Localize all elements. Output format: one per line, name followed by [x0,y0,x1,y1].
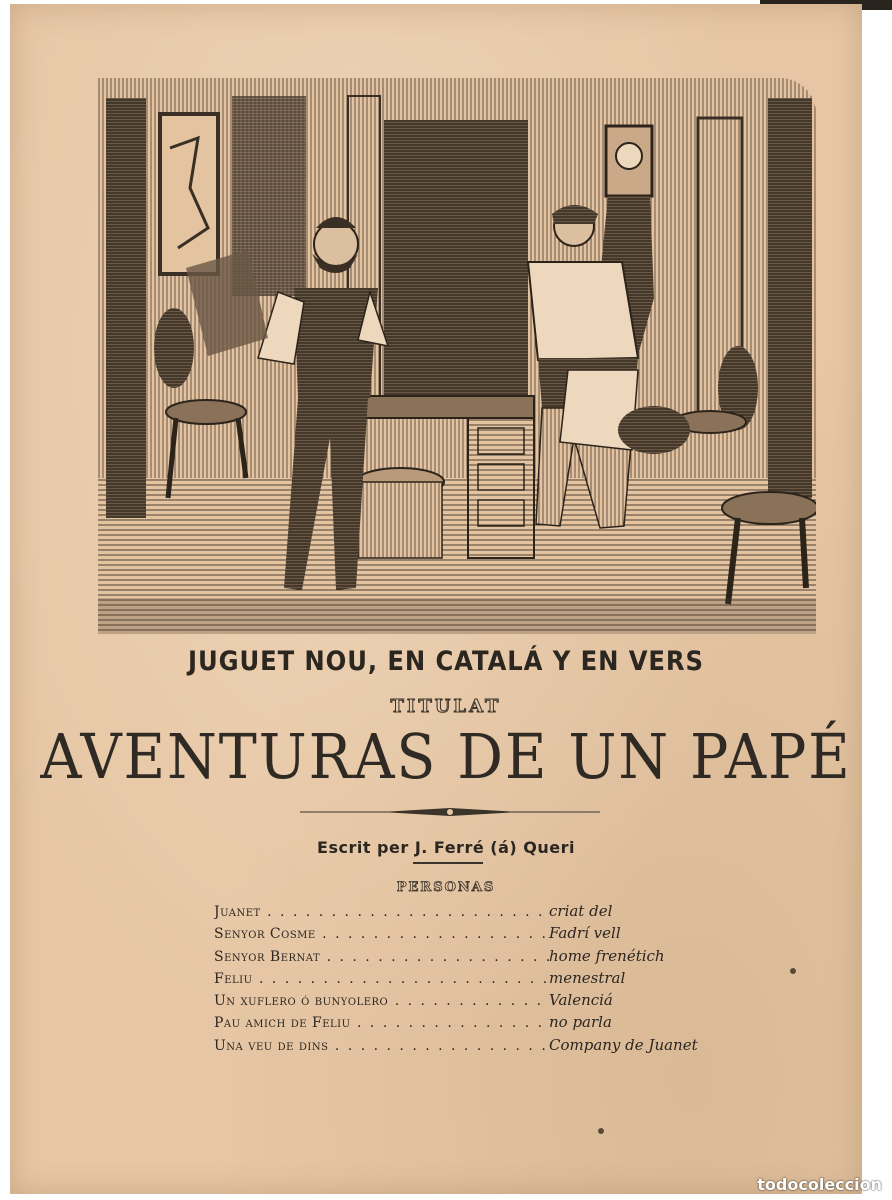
cast-name: Feliu . . . [214,971,549,987]
cast-name: Juanet . . . [214,904,549,920]
cast-name: Una veu de dins . . . [214,1038,549,1054]
divider-rule [413,862,483,864]
cast-row [214,1013,734,1035]
ink-spot [790,968,796,974]
cast-row [214,947,734,969]
watermark: todocoleccion [757,1175,882,1194]
ink-spot [598,1128,604,1134]
cast-role: criat del [549,902,613,920]
personas-heading: PERSONAS [396,880,496,895]
engraving-illustration [98,78,816,634]
cast-name: Un xuflero ó bunyolero . . . [214,993,549,1009]
cast-name: Senyor Cosme . . . [214,926,549,942]
cast-list [214,902,734,1058]
ornament-divider [300,804,600,820]
cast-role: menestral [549,968,626,987]
cast-row [214,902,734,924]
cast-role: no parla [549,1013,612,1032]
play-title: AVENTURAS DE UN PAPÉ [40,720,852,793]
cast-role: Fadrí vell [549,924,621,943]
cast-name: Senyor Bernat . . . [214,949,549,965]
author-line: Escrit per J. Ferré (á) Queri [317,838,575,857]
cast-name: Pau amich de Feliu . . . [214,1015,549,1031]
cast-role: Company de Juanet [549,1035,698,1054]
cast-row [214,991,734,1013]
titulat-label: TITULAT [390,696,502,717]
cast-role: home frenétich [549,946,665,965]
cast-row [214,969,734,991]
cast-row [214,1036,734,1058]
cast-row [214,924,734,946]
cast-role: Valenciá [549,991,613,1010]
subtitle: JUGUET NOU, EN CATALÁ Y EN VERS [188,646,704,677]
